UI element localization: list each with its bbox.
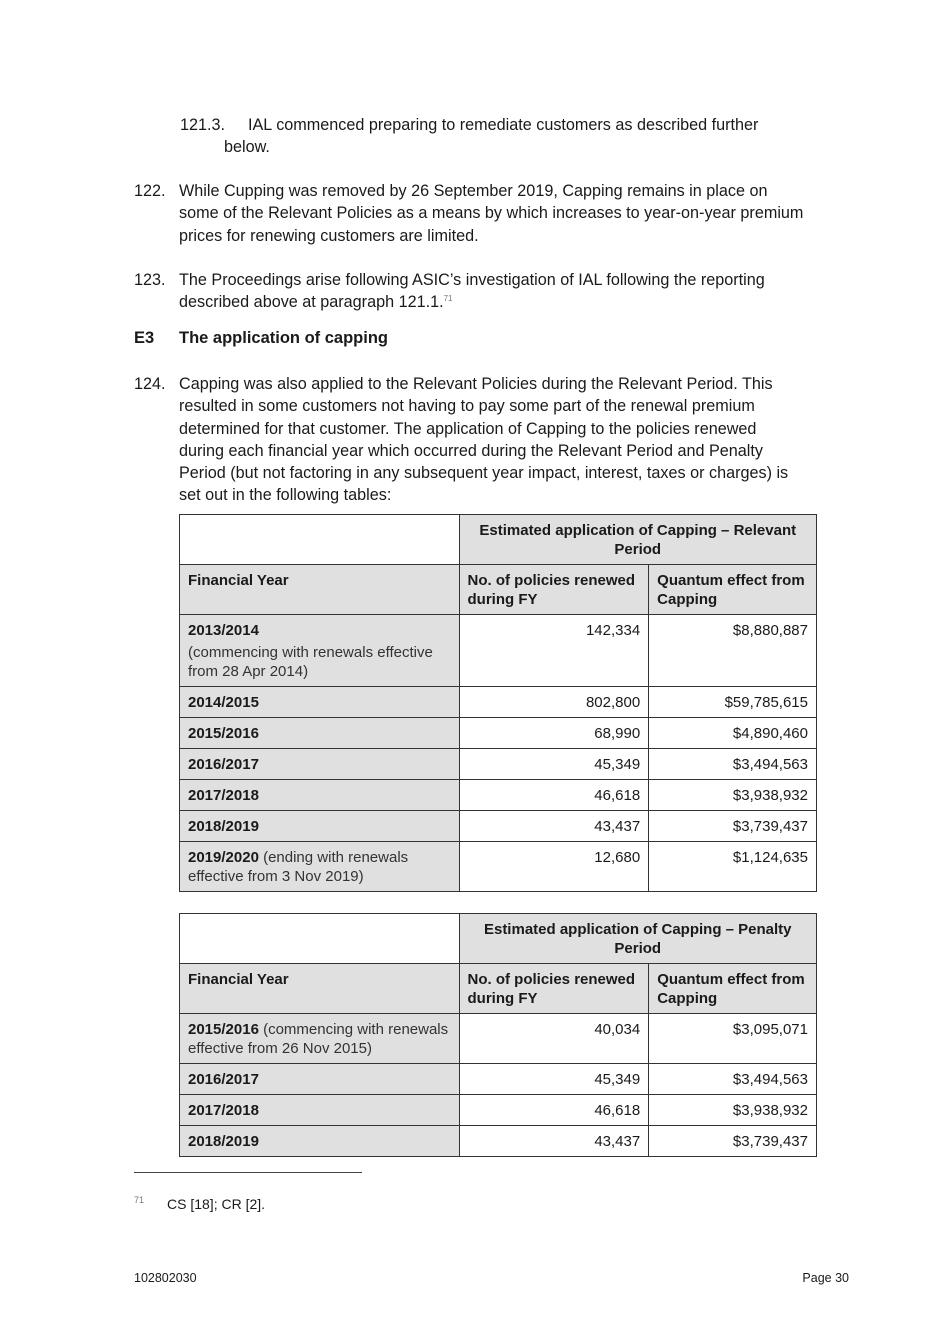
table-row (180, 1014, 817, 1064)
column-header (459, 964, 649, 1014)
paragraph-123-text (179, 269, 765, 314)
policies-value: 142,334 (585, 622, 641, 639)
year-cell (180, 718, 460, 749)
policies-value: 45,349 (594, 1071, 641, 1088)
year: 2016/2017 (188, 1071, 259, 1088)
policies-value: 40,034 (594, 1021, 641, 1038)
quantum-value: $8,880,887 (732, 622, 808, 639)
text-line: Capping was also applied to the Relevant Policies during the Relevant Period. This (179, 375, 773, 393)
policies-value: 46,618 (594, 1102, 641, 1119)
paragraph-124-text (179, 373, 788, 507)
footnote-reference[interactable]: 71 (443, 294, 453, 304)
policies-cell (459, 1095, 649, 1126)
column-header (180, 565, 460, 615)
year: 2015/2016 (188, 1021, 259, 1038)
text-line: determined for that customer. The application of Capping to the policies renewed (179, 419, 757, 438)
text-line: some of the Relevant Policies as a means by which increases to year-on-year premium (179, 204, 804, 223)
policies-value: 43,437 (594, 1133, 641, 1150)
table-row (180, 615, 817, 687)
year-note: (commencing with renewals effective from 28 Apr 2014) (188, 644, 433, 680)
policies-cell (459, 780, 649, 811)
year: 2019/2020 (188, 849, 259, 866)
policies-cell (459, 1126, 649, 1157)
year-note: (ending with renewals effective from 3 Nov 2019) (188, 849, 409, 885)
document-id: 102802030 (134, 1271, 197, 1285)
year: 2013/2014 (188, 622, 259, 639)
col-quantum-label: Quantum effect from Capping (657, 572, 805, 608)
table-row (180, 687, 817, 718)
year-cell (180, 615, 460, 687)
policies-value: 46,618 (594, 787, 641, 804)
policies-cell (459, 687, 649, 718)
policies-value: 12,680 (594, 849, 641, 866)
year: 2017/2018 (188, 1102, 259, 1119)
table-row (180, 1095, 817, 1126)
table-row (180, 811, 817, 842)
quantum-cell (649, 1014, 817, 1064)
table-row (180, 842, 817, 892)
year: 2015/2016 (188, 725, 259, 742)
text-line: The Proceedings arise following ASIC’s investigation of IAL following the reporting (179, 271, 765, 289)
paragraph-121-3-cont: below. (224, 138, 270, 156)
col-year-label: Financial Year (188, 971, 289, 988)
year: 2016/2017 (188, 756, 259, 773)
text-line: prices for renewing customers are limited. (179, 226, 479, 245)
year: 2018/2019 (188, 1133, 259, 1150)
quantum-cell (649, 1095, 817, 1126)
paragraph-121-3 (180, 114, 759, 136)
empty-header-cell (180, 914, 460, 964)
section-heading: The application of capping (179, 329, 389, 347)
paragraph-123-number: 123. (134, 271, 166, 289)
quantum-cell (649, 1064, 817, 1095)
relevant-period-table (179, 514, 817, 892)
column-header (649, 964, 817, 1014)
policies-cell (459, 749, 649, 780)
year-cell (180, 780, 460, 811)
table-row (180, 1064, 817, 1095)
column-header (649, 565, 817, 615)
paragraph-text: IAL commenced preparing to remediate customers as described further (248, 116, 759, 134)
year-note: (commencing with renewals effective from 26 Nov 2015) (188, 1021, 449, 1057)
page-number: Page 30 (802, 1271, 849, 1285)
quantum-value: $3,494,563 (732, 756, 808, 773)
text-line: during each financial year which occurred during the Relevant Period and Penalty (179, 441, 763, 460)
policies-value: 45,349 (594, 756, 641, 773)
col-quantum-label: Quantum effect from Capping (657, 971, 805, 1007)
year-cell (180, 842, 460, 892)
footnote-text: CS [18]; CR [2]. (167, 1196, 266, 1212)
policies-value: 802,800 (585, 694, 641, 711)
column-header (180, 964, 460, 1014)
quantum-cell (649, 718, 817, 749)
col-year-label: Financial Year (188, 572, 289, 589)
year: 2014/2015 (188, 694, 259, 711)
paragraph-122-text (179, 180, 803, 247)
table-title-cell (459, 914, 816, 964)
policies-value: 68,990 (594, 725, 641, 742)
footnote-number: 71 (134, 1195, 145, 1205)
table-title-cell (459, 515, 817, 565)
quantum-value: $3,938,932 (732, 1102, 808, 1119)
year-cell (180, 687, 460, 718)
quantum-value: $3,494,563 (732, 1071, 808, 1088)
text-line: set out in the following tables: (179, 486, 392, 505)
policies-value: 43,437 (594, 818, 641, 835)
footnote-separator (134, 1172, 362, 1173)
year: 2018/2019 (188, 818, 259, 835)
quantum-cell (649, 615, 817, 687)
quantum-value: $3,739,437 (732, 1133, 808, 1150)
paragraph-124-number: 124. (134, 375, 166, 393)
table-title: Estimated application of Capping – Penalty Period (483, 921, 792, 957)
quantum-value: $3,095,071 (732, 1021, 808, 1038)
quantum-value: $4,890,460 (732, 725, 808, 742)
policies-cell (459, 811, 649, 842)
year-cell (180, 811, 460, 842)
quantum-value: $3,739,437 (732, 818, 808, 835)
penalty-period-table (179, 913, 817, 1157)
text-line: resulted in some customers not having to pay some part of the renewal premium (179, 397, 755, 416)
text-line: Period (but not factoring in any subsequent year impact, interest, taxes or charges) is (179, 464, 789, 483)
empty-header-cell (180, 515, 460, 565)
text-line: described above at paragraph 121.1. (179, 293, 444, 312)
quantum-value: $59,785,615 (724, 694, 808, 711)
column-header (459, 565, 649, 615)
section-number: E3 (134, 329, 155, 347)
paragraph-122-number: 122. (134, 182, 166, 200)
quantum-cell (649, 1126, 817, 1157)
year-cell (180, 749, 460, 780)
quantum-cell (649, 842, 817, 892)
quantum-cell (649, 687, 817, 718)
year-cell (180, 1014, 460, 1064)
policies-cell (459, 842, 649, 892)
table-row (180, 749, 817, 780)
year: 2017/2018 (188, 787, 259, 804)
table-row (180, 1126, 817, 1157)
paragraph-number: 121.3. (180, 116, 226, 134)
quantum-cell (649, 780, 817, 811)
table-row (180, 718, 817, 749)
policies-cell (459, 1014, 649, 1064)
table-title: Estimated application of Capping – Relevant Period (479, 522, 797, 558)
year-cell (180, 1126, 460, 1157)
quantum-cell (649, 811, 817, 842)
policies-cell (459, 615, 649, 687)
col-policies-label: No. of policies renewed during FY (467, 971, 636, 1007)
year-cell (180, 1095, 460, 1126)
table-row (180, 780, 817, 811)
policies-cell (459, 1064, 649, 1095)
policies-cell (459, 718, 649, 749)
text-line: While Cupping was removed by 26 September 2019, Capping remains in place on (179, 182, 768, 200)
quantum-value: $1,124,635 (732, 849, 808, 866)
year-cell (180, 1064, 460, 1095)
quantum-cell (649, 749, 817, 780)
quantum-value: $3,938,932 (732, 787, 808, 804)
col-policies-label: No. of policies renewed during FY (467, 572, 636, 608)
